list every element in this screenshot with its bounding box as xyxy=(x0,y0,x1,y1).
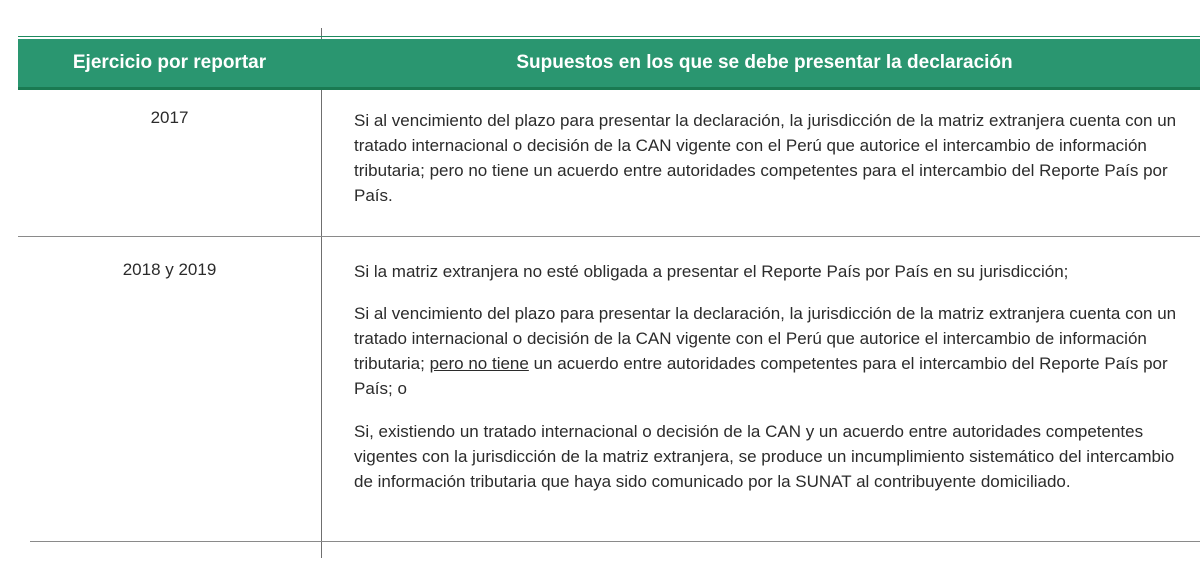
header-cases-column: Supuestos en los que se debe presentar la declaración xyxy=(516,52,1013,73)
row-2018-paragraph-1: Si la matriz extranjera no esté obligada a presentar el Reporte País por País en su jurisdicción; xyxy=(354,262,1069,281)
row-year-2017: 2017 xyxy=(150,108,189,127)
column-divider xyxy=(321,28,322,558)
paragraph-2-text-start: Si al vencimiento del plazo para presentar la declaración, la jurisdicción de la matriz extranjera cuenta con un tratado internacional o decisión de la CAN vigente con el Perú que autorice el intercambio de información tributaria; xyxy=(354,304,1177,373)
paragraph-2-text-end: un acuerdo entre autoridades competentes para el intercambio del Reporte País por País; o xyxy=(354,354,1168,398)
row-2018-paragraph-3: Si, existiendo un tratado internacional o decisión de la CAN y un acuerdo entre autoridades competentes vigentes con la jurisdicción de la matriz extranjera, se produce un incumplimiento sistemático del intercambio de información tributaria que haya sido comunicado por la SUNAT al contribuyente domiciliado. xyxy=(354,422,1175,491)
row-2018-paragraph-2 xyxy=(354,301,1194,401)
table-bottom-rule xyxy=(30,541,1200,542)
row-year-2018-2019: 2018 y 2019 xyxy=(122,260,217,279)
header-bottom-rule xyxy=(18,87,1200,90)
underlined-phrase: pero no tiene xyxy=(429,354,529,373)
table-header xyxy=(18,39,1200,87)
row-divider xyxy=(18,236,1200,237)
header-year-column: Ejercicio por reportar xyxy=(72,52,267,73)
header-top-rule xyxy=(18,36,1200,37)
row-2017-paragraph: Si al vencimiento del plazo para presentar la declaración, la jurisdicción de la matriz extranjera cuenta con un tratado internacional o decisión de la CAN vigente con el Perú que autorice el intercambio de información tributaria; pero no tiene un acuerdo entre autoridades competentes para el intercambio del Reporte País por País. xyxy=(354,111,1177,205)
